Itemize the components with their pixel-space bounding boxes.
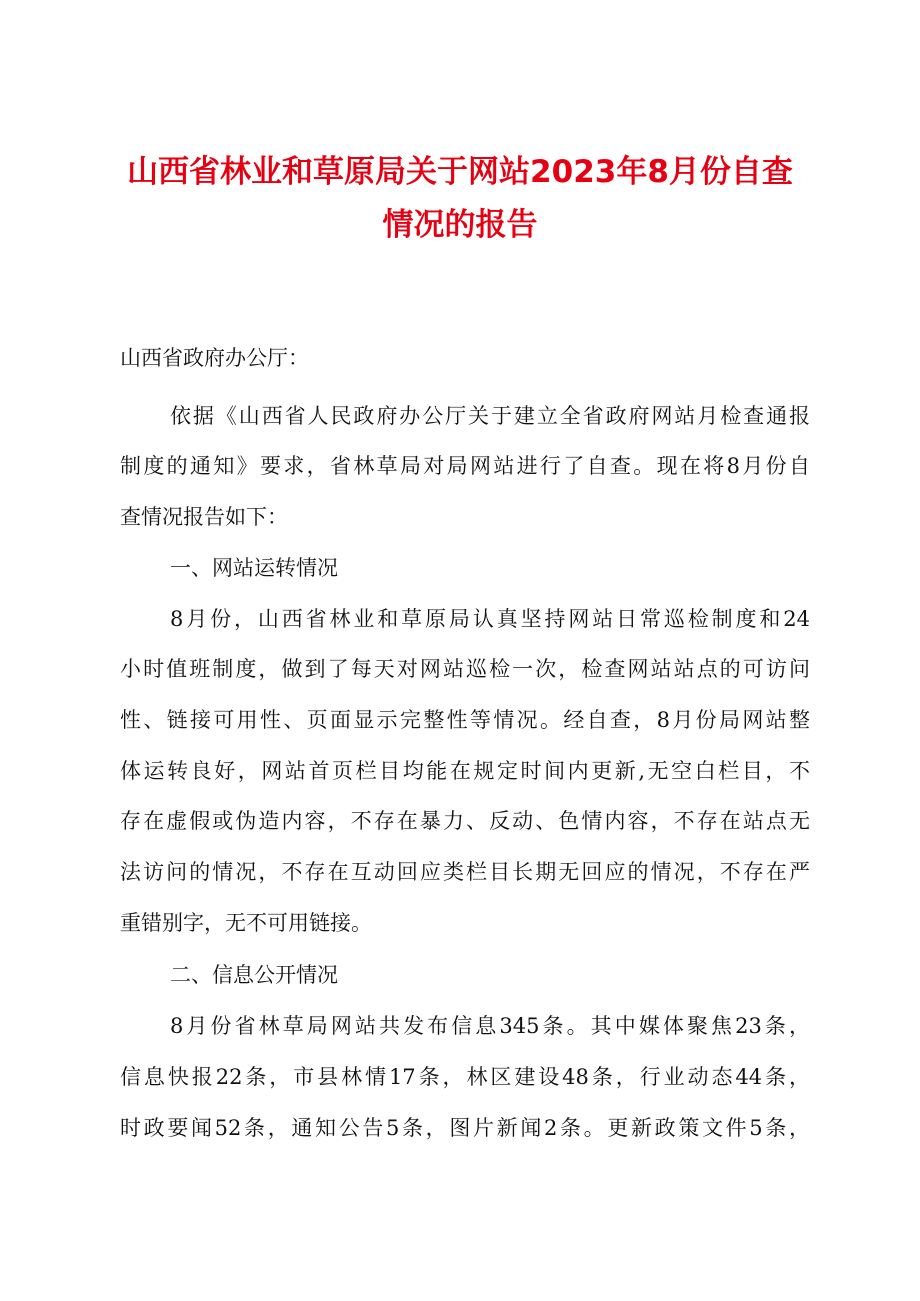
- section1-line-1: 8月份，山西省林业和草原局认真坚持网站日常巡检制度和24: [170, 607, 810, 631]
- section1-line-3: 性、链接可用性、页面显示完整性等情况。经自查，8月份局网站整: [120, 708, 810, 732]
- section1-heading: 一、网站运转情况: [170, 556, 338, 580]
- section1-line-7: 重错别字，无不可用链接。: [120, 911, 372, 935]
- section2-line-1: 8月份省林草局网站共发布信息345条。其中媒体聚焦23条，: [170, 1014, 810, 1038]
- section2-heading: 二、信息公开情况: [170, 963, 338, 987]
- salutation: 山西省政府办公厅：: [120, 346, 309, 370]
- section2-line-3: 时政要闻52条，通知公告5条，图片新闻2条。更新政策文件5条，: [120, 1116, 810, 1140]
- intro-line-1: 依据《山西省人民政府办公厅关于建立全省政府网站月检查通报: [170, 404, 810, 428]
- section1-line-2: 小时值班制度，做到了每天对网站巡检一次，检查网站站点的可访问: [120, 657, 810, 681]
- report-title-line-1: 山西省林业和草原局关于网站2023年8月份自查: [127, 154, 793, 190]
- intro-line-2: 制度的通知》要求，省林草局对局网站进行了自查。现在将8月份自: [120, 454, 810, 478]
- intro-line-3: 查情况报告如下：: [120, 505, 288, 529]
- section1-line-6: 法访问的情况，不存在互动回应类栏目长期无回应的情况，不存在严: [120, 860, 810, 884]
- section2-line-2: 信息快报22条，市县林情17条，林区建设48条，行业动态44条，: [120, 1065, 810, 1089]
- section1-line-5: 存在虚假或伪造内容，不存在暴力、反动、色情内容，不存在站点无: [120, 809, 810, 833]
- section1-line-4: 体运转良好，网站首页栏目均能在规定时间内更新,无空白栏目，不: [120, 759, 810, 783]
- report-title-line-2: 情况的报告: [382, 207, 538, 243]
